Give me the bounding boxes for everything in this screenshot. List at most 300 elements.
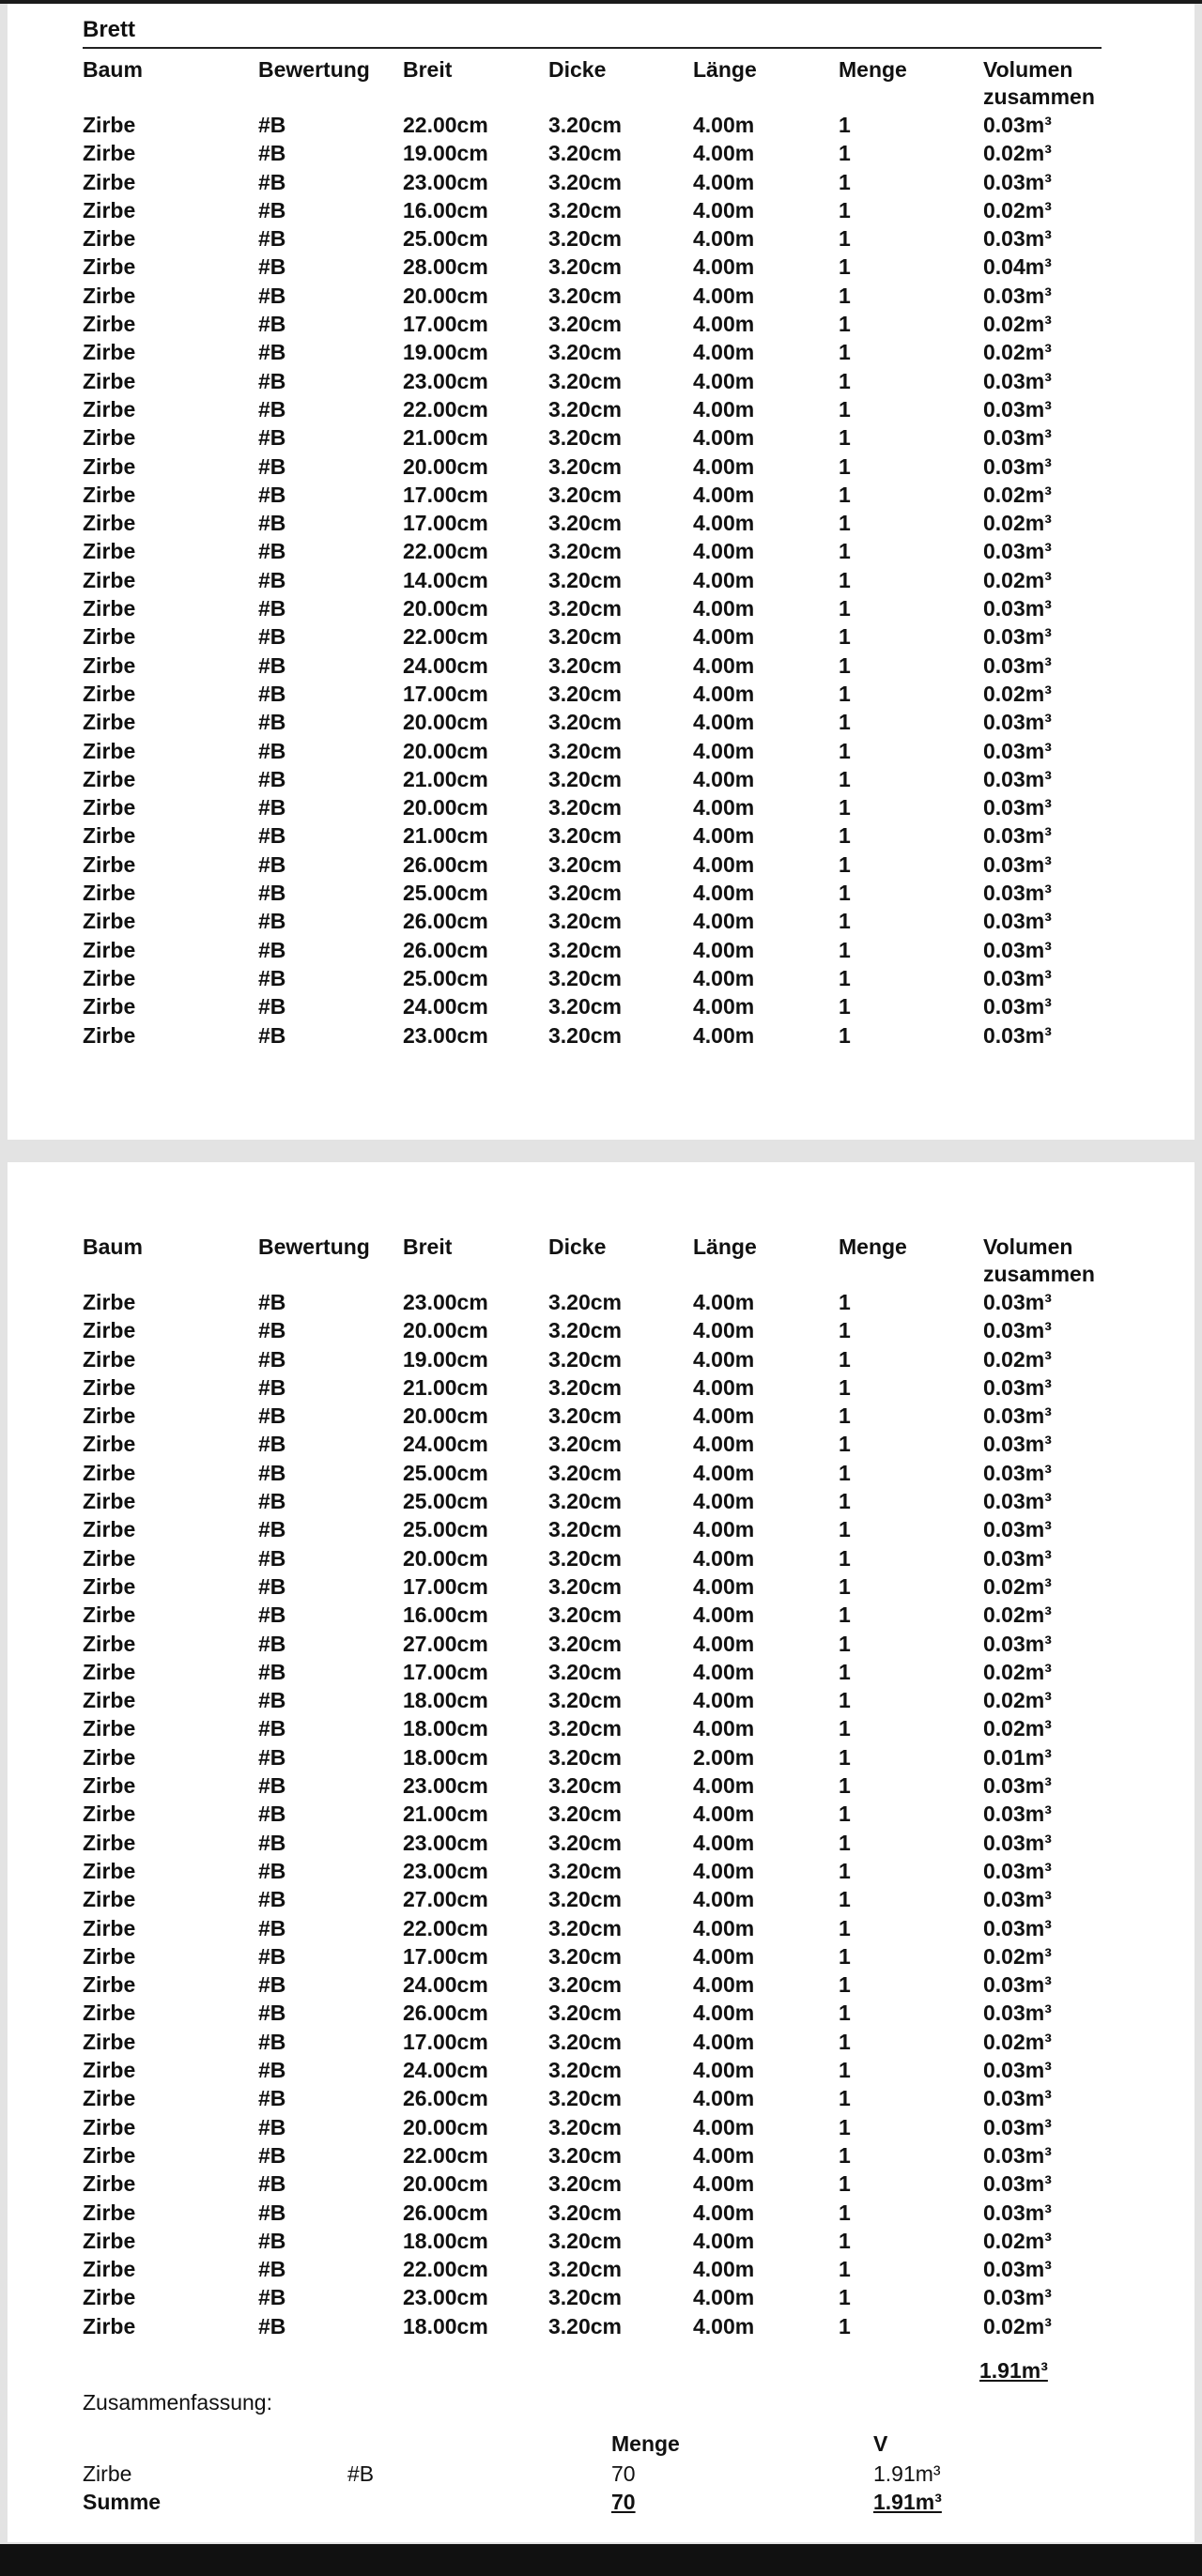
table-row: [83, 1658, 1115, 1686]
table-cell: Zirbe: [83, 2257, 136, 2282]
table-cell: #B: [258, 937, 286, 962]
table-cell: Zirbe: [83, 965, 136, 990]
title-underline: [83, 47, 1102, 49]
table-cell: 4.00m: [693, 596, 755, 621]
table-cell: 0.03m³: [983, 710, 1052, 735]
table-row: [83, 737, 1115, 765]
table-cell: 1: [839, 2257, 851, 2282]
table-cell: Zirbe: [83, 1887, 136, 1912]
column-header-label: Baum: [83, 1234, 143, 1259]
table-row: [83, 1970, 1115, 1999]
table-cell: 1: [839, 312, 851, 337]
table-cell: 4.00m: [693, 823, 755, 849]
table-row: [83, 2227, 1115, 2255]
table-cell: 3.20cm: [548, 1290, 623, 1314]
table-cell: 0.02m³: [983, 567, 1052, 592]
table-cell: #B: [258, 2257, 286, 2282]
table-cell: #B: [258, 1460, 286, 1485]
table-cell: Zirbe: [83, 1830, 136, 1855]
table-row: [83, 652, 1115, 680]
table-cell: #B: [258, 881, 286, 906]
table-cell: 23.00cm: [403, 1830, 488, 1855]
table-cell: 1: [839, 1460, 851, 1485]
table-cell: 1: [839, 1887, 851, 1912]
table-cell: 0.03m³: [983, 2285, 1052, 2310]
table-cell: 4.00m: [693, 1545, 755, 1571]
table-cell: 0.03m³: [983, 1915, 1052, 1940]
table-cell: Zirbe: [83, 1318, 136, 1343]
table-cell: 3.20cm: [548, 283, 623, 308]
column-header: [83, 1234, 258, 1288]
sum-label: Summe: [83, 2490, 162, 2514]
table-cell: 0.03m³: [983, 2001, 1052, 2026]
table-cell: 0.03m³: [983, 1887, 1052, 1912]
table-cell: 17.00cm: [403, 511, 488, 536]
table-cell: Zirbe: [83, 482, 136, 507]
table-cell: 18.00cm: [403, 1744, 488, 1770]
table-cell: 3.20cm: [548, 1432, 623, 1457]
table-cell: 3.20cm: [548, 425, 623, 451]
table-row: [83, 1714, 1115, 1742]
table-row: [83, 537, 1115, 565]
table-cell: 0.03m³: [983, 652, 1052, 678]
table-row: [83, 111, 1115, 139]
table-cell: 4.00m: [693, 994, 755, 1020]
table-cell: 26.00cm: [403, 937, 488, 962]
table-cell: 3.20cm: [548, 2257, 623, 2282]
table-row: [83, 1487, 1115, 1515]
table-row: [83, 1316, 1115, 1344]
table-cell: 1: [839, 795, 851, 820]
table-cell: #B: [258, 2086, 286, 2111]
table-cell: 3.20cm: [548, 113, 623, 137]
table-cell: #B: [258, 1943, 286, 1969]
table-cell: 1: [839, 1318, 851, 1343]
table-cell: 20.00cm: [403, 453, 488, 479]
table-cell: 0.03m³: [983, 881, 1052, 906]
table-cell: 0.03m³: [983, 937, 1052, 962]
table-cell: 0.03m³: [983, 766, 1052, 791]
table-cell: 3.20cm: [548, 624, 623, 650]
board-table-1: [83, 56, 1115, 1050]
table-cell: 0.02m³: [983, 2029, 1052, 2054]
volume-total: 1.91m³: [979, 2358, 1048, 2383]
table-cell: 4.00m: [693, 1290, 755, 1314]
table-cell: 1: [839, 2029, 851, 2054]
table-row: [83, 452, 1115, 481]
table-cell: #B: [258, 1545, 286, 1571]
summary-header-menge: Menge: [611, 2431, 680, 2456]
table-cell: #B: [258, 1773, 286, 1799]
table-cell: 3.20cm: [548, 1022, 623, 1048]
column-header-label: Volumen: [983, 57, 1073, 82]
table-cell: 24.00cm: [403, 994, 488, 1020]
table-row: [83, 1430, 1115, 1458]
table-cell: 0.03m³: [983, 113, 1052, 137]
table-row: [83, 1345, 1115, 1373]
table-cell: 1: [839, 1573, 851, 1599]
table-cell: 4.00m: [693, 1887, 755, 1912]
table-cell: Zirbe: [83, 596, 136, 621]
table-cell: 1: [839, 823, 851, 849]
table-cell: 3.20cm: [548, 2029, 623, 2054]
table-cell: 4.00m: [693, 283, 755, 308]
table-cell: #B: [258, 453, 286, 479]
table-cell: #B: [258, 596, 286, 621]
table-cell: 3.20cm: [548, 1374, 623, 1400]
table-cell: Zirbe: [83, 2313, 136, 2338]
table-row: [83, 2141, 1115, 2170]
summary-volumen: 1.91m³: [873, 2461, 941, 2486]
table-cell: 0.02m³: [983, 1943, 1052, 1969]
table-cell: 4.00m: [693, 2228, 755, 2253]
table-row: [83, 139, 1115, 167]
table-row: [83, 423, 1115, 452]
table-row: [83, 367, 1115, 395]
column-header: [693, 56, 839, 111]
table-cell: Zirbe: [83, 710, 136, 735]
table-row: [83, 253, 1115, 281]
table-cell: 0.03m³: [983, 1773, 1052, 1799]
table-cell: #B: [258, 511, 286, 536]
table-cell: 3.20cm: [548, 710, 623, 735]
table-cell: 1: [839, 1716, 851, 1741]
table-cell: 3.20cm: [548, 312, 623, 337]
table-row: [83, 2199, 1115, 2227]
table-row: [83, 992, 1115, 1020]
table-cell: Zirbe: [83, 169, 136, 194]
table-cell: 0.02m³: [983, 1688, 1052, 1713]
table-cell: #B: [258, 965, 286, 990]
table-cell: 0.03m³: [983, 738, 1052, 763]
table-cell: 3.20cm: [548, 1943, 623, 1969]
table-cell: 22.00cm: [403, 1915, 488, 1940]
table-row: [83, 509, 1115, 537]
table-cell: 0.03m³: [983, 1022, 1052, 1048]
table-cell: 4.00m: [693, 2313, 755, 2338]
table-row: [83, 168, 1115, 196]
table-cell: 4.00m: [693, 368, 755, 393]
table-cell: 21.00cm: [403, 1802, 488, 1827]
table-cell: 1: [839, 1943, 851, 1969]
table-cell: #B: [258, 2313, 286, 2338]
table-cell: 3.20cm: [548, 1573, 623, 1599]
table-cell: #B: [258, 823, 286, 849]
table-cell: 23.00cm: [403, 169, 488, 194]
table-body: [83, 1288, 1115, 2340]
table-row: [83, 680, 1115, 708]
table-cell: 3.20cm: [548, 681, 623, 706]
table-cell: #B: [258, 1915, 286, 1940]
table-cell: 23.00cm: [403, 368, 488, 393]
table-cell: 17.00cm: [403, 1573, 488, 1599]
table-row: [83, 1544, 1115, 1572]
table-cell: 4.00m: [693, 1318, 755, 1343]
table-cell: Zirbe: [83, 1659, 136, 1684]
table-cell: 26.00cm: [403, 2001, 488, 2026]
table-cell: Zirbe: [83, 254, 136, 280]
column-header: [403, 56, 548, 111]
table-cell: 1: [839, 937, 851, 962]
column-header-label: Bewertung: [258, 1234, 370, 1259]
table-cell: 1: [839, 1915, 851, 1940]
table-cell: 4.00m: [693, 1688, 755, 1713]
table-cell: 4.00m: [693, 567, 755, 592]
table-cell: Zirbe: [83, 1517, 136, 1542]
table-cell: 1: [839, 766, 851, 791]
table-cell: 3.20cm: [548, 738, 623, 763]
table-cell: 22.00cm: [403, 2257, 488, 2282]
table-row: [83, 196, 1115, 224]
table-cell: #B: [258, 851, 286, 877]
table-cell: 1: [839, 710, 851, 735]
table-row: [83, 338, 1115, 366]
table-cell: #B: [258, 1659, 286, 1684]
table-cell: 1: [839, 482, 851, 507]
summary-menge: 70: [611, 2461, 636, 2486]
table-cell: 1: [839, 113, 851, 137]
table-row: [83, 821, 1115, 850]
table-cell: 0.03m³: [983, 1830, 1052, 1855]
table-cell: Zirbe: [83, 738, 136, 763]
table-cell: #B: [258, 197, 286, 222]
table-cell: Zirbe: [83, 197, 136, 222]
table-cell: 1: [839, 596, 851, 621]
table-cell: 0.03m³: [983, 823, 1052, 849]
table-cell: 1: [839, 2228, 851, 2253]
table-cell: 3.20cm: [548, 169, 623, 194]
table-cell: 3.20cm: [548, 1631, 623, 1656]
table-cell: #B: [258, 2058, 286, 2083]
table-row: [83, 2283, 1115, 2311]
table-cell: 1: [839, 965, 851, 990]
table-cell: 0.03m³: [983, 1631, 1052, 1656]
table-cell: 0.02m³: [983, 2313, 1052, 2338]
table-cell: 17.00cm: [403, 1659, 488, 1684]
table-row: [83, 1857, 1115, 1885]
table-cell: Zirbe: [83, 994, 136, 1020]
table-cell: 0.02m³: [983, 1573, 1052, 1599]
table-row: [83, 2113, 1115, 2141]
table-cell: 1: [839, 511, 851, 536]
table-cell: Zirbe: [83, 1545, 136, 1571]
table-cell: 3.20cm: [548, 2142, 623, 2168]
table-row: [83, 907, 1115, 935]
table-cell: 1: [839, 1517, 851, 1542]
table-cell: #B: [258, 1573, 286, 1599]
table-cell: Zirbe: [83, 1460, 136, 1485]
table-cell: 25.00cm: [403, 1517, 488, 1542]
column-header: [839, 56, 983, 111]
table-cell: #B: [258, 1318, 286, 1343]
document-page-1: [8, 4, 1194, 1140]
table-cell: 4.00m: [693, 937, 755, 962]
table-cell: 4.00m: [693, 766, 755, 791]
table-cell: 0.03m³: [983, 1374, 1052, 1400]
table-cell: 3.20cm: [548, 652, 623, 678]
table-cell: 3.20cm: [548, 1744, 623, 1770]
table-cell: 1: [839, 453, 851, 479]
table-cell: 17.00cm: [403, 681, 488, 706]
table-row: [83, 1459, 1115, 1487]
table-cell: 0.03m³: [983, 1517, 1052, 1542]
table-cell: Zirbe: [83, 766, 136, 791]
table-cell: 20.00cm: [403, 1545, 488, 1571]
table-cell: 4.00m: [693, 539, 755, 564]
table-cell: #B: [258, 482, 286, 507]
table-cell: Zirbe: [83, 2058, 136, 2083]
table-cell: #B: [258, 2171, 286, 2197]
table-cell: #B: [258, 1802, 286, 1827]
table-cell: #B: [258, 396, 286, 422]
table-cell: 22.00cm: [403, 539, 488, 564]
table-cell: 1: [839, 2114, 851, 2139]
table-row: [83, 310, 1115, 338]
table-cell: 20.00cm: [403, 1318, 488, 1343]
table-cell: 3.20cm: [548, 1802, 623, 1827]
table-cell: 4.00m: [693, 2171, 755, 2197]
table-cell: 4.00m: [693, 2285, 755, 2310]
table-cell: #B: [258, 1602, 286, 1628]
table-cell: 4.00m: [693, 881, 755, 906]
table-cell: 3.20cm: [548, 1972, 623, 1998]
table-cell: 1: [839, 1602, 851, 1628]
table-cell: 4.00m: [693, 1830, 755, 1855]
table-cell: 20.00cm: [403, 283, 488, 308]
table-cell: 25.00cm: [403, 1460, 488, 1485]
table-row: [83, 2056, 1115, 2084]
table-cell: 4.00m: [693, 1022, 755, 1048]
table-cell: 3.20cm: [548, 396, 623, 422]
table-cell: 1: [839, 624, 851, 650]
table-cell: 4.00m: [693, 1802, 755, 1827]
table-cell: 4.00m: [693, 2086, 755, 2111]
table-cell: 23.00cm: [403, 1858, 488, 1883]
table-row: [83, 1686, 1115, 1714]
table-cell: #B: [258, 710, 286, 735]
table-cell: Zirbe: [83, 539, 136, 564]
table-row: [83, 1942, 1115, 1970]
table-cell: Zirbe: [83, 1972, 136, 1998]
table-cell: 0.03m³: [983, 994, 1052, 1020]
table-cell: 0.03m³: [983, 226, 1052, 252]
table-cell: 26.00cm: [403, 2200, 488, 2225]
table-cell: #B: [258, 113, 286, 137]
table-cell: 3.20cm: [548, 2086, 623, 2111]
table-cell: 3.20cm: [548, 1346, 623, 1372]
table-cell: #B: [258, 254, 286, 280]
table-row: [83, 481, 1115, 509]
table-cell: 20.00cm: [403, 2114, 488, 2139]
table-cell: 17.00cm: [403, 2029, 488, 2054]
table-cell: 0.03m³: [983, 2142, 1052, 2168]
table-cell: 1: [839, 425, 851, 451]
table-cell: Zirbe: [83, 1432, 136, 1457]
table-cell: 4.00m: [693, 1489, 755, 1514]
table-cell: Zirbe: [83, 2200, 136, 2225]
table-row: [83, 1914, 1115, 1942]
table-cell: 22.00cm: [403, 624, 488, 650]
table-cell: #B: [258, 283, 286, 308]
table-cell: 4.00m: [693, 197, 755, 222]
column-header-label: Menge: [839, 57, 907, 82]
summary-baum: Zirbe: [83, 2461, 132, 2486]
table-cell: 0.03m³: [983, 453, 1052, 479]
table-cell: 4.00m: [693, 1602, 755, 1628]
table-cell: #B: [258, 539, 286, 564]
table-cell: 0.03m³: [983, 596, 1052, 621]
table-cell: Zirbe: [83, 312, 136, 337]
table-cell: 4.00m: [693, 511, 755, 536]
table-cell: 1: [839, 1432, 851, 1457]
table-cell: 3.20cm: [548, 2200, 623, 2225]
table-cell: Zirbe: [83, 113, 136, 137]
table-cell: 1: [839, 2086, 851, 2111]
table-cell: 1: [839, 197, 851, 222]
table-cell: 22.00cm: [403, 2142, 488, 2168]
column-header-label-line2: zusammen: [983, 84, 1095, 109]
table-cell: 25.00cm: [403, 881, 488, 906]
table-cell: 23.00cm: [403, 1290, 488, 1314]
table-cell: 0.03m³: [983, 2171, 1052, 2197]
table-cell: 20.00cm: [403, 738, 488, 763]
table-cell: Zirbe: [83, 681, 136, 706]
table-row: [83, 2255, 1115, 2283]
table-cell: 4.00m: [693, 2001, 755, 2026]
table-body: [83, 111, 1115, 1050]
table-cell: Zirbe: [83, 453, 136, 479]
table-cell: 1: [839, 1374, 851, 1400]
table-cell: #B: [258, 1858, 286, 1883]
table-cell: 1: [839, 2285, 851, 2310]
table-cell: 17.00cm: [403, 482, 488, 507]
table-cell: 1: [839, 254, 851, 280]
table-cell: 28.00cm: [403, 254, 488, 280]
table-cell: Zirbe: [83, 1403, 136, 1429]
table-row: [83, 879, 1115, 907]
table-row: [83, 1829, 1115, 1857]
table-cell: 1: [839, 1858, 851, 1883]
table-cell: 3.20cm: [548, 1489, 623, 1514]
table-cell: #B: [258, 1489, 286, 1514]
column-header: [839, 1234, 983, 1288]
table-cell: #B: [258, 2029, 286, 2054]
table-cell: 4.00m: [693, 113, 755, 137]
table-cell: 3.20cm: [548, 226, 623, 252]
table-cell: 4.00m: [693, 738, 755, 763]
table-cell: 0.03m³: [983, 795, 1052, 820]
table-cell: 4.00m: [693, 1915, 755, 1940]
document-page-2: [8, 1162, 1194, 2542]
table-cell: 4.00m: [693, 965, 755, 990]
table-cell: 1: [839, 1022, 851, 1048]
table-row: [83, 2084, 1115, 2112]
table-cell: 0.02m³: [983, 482, 1052, 507]
table-cell: Zirbe: [83, 1716, 136, 1741]
table-cell: Zirbe: [83, 652, 136, 678]
table-row: [83, 1572, 1115, 1601]
table-cell: 3.20cm: [548, 1773, 623, 1799]
table-cell: 20.00cm: [403, 795, 488, 820]
table-cell: 1: [839, 652, 851, 678]
table-cell: #B: [258, 795, 286, 820]
table-cell: 27.00cm: [403, 1887, 488, 1912]
column-header-label: Breit: [403, 57, 453, 82]
table-cell: 3.20cm: [548, 482, 623, 507]
table-cell: #B: [258, 312, 286, 337]
table-cell: 0.02m³: [983, 1346, 1052, 1372]
table-cell: Zirbe: [83, 2029, 136, 2054]
